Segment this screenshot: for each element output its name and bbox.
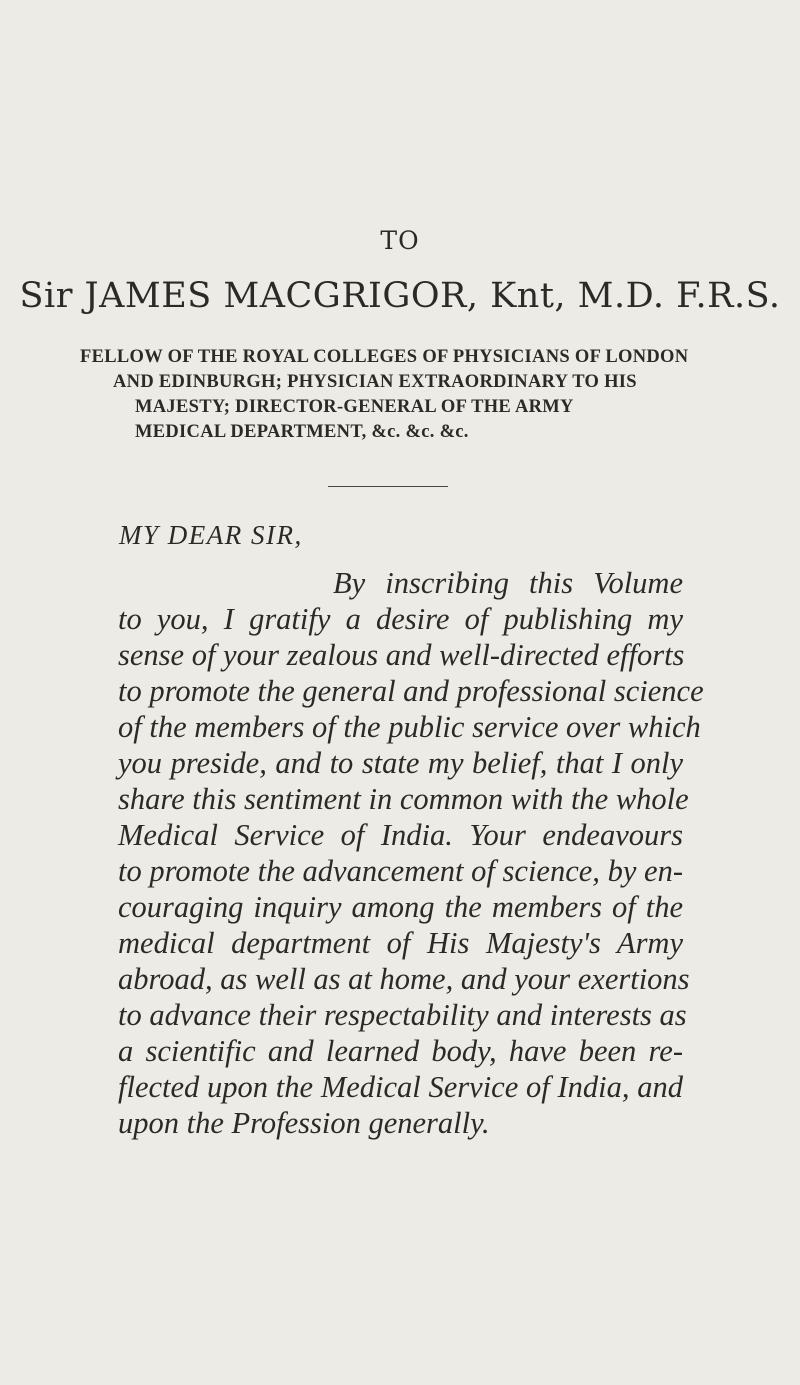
body-line: couraging inquiry among the members of the <box>118 890 683 924</box>
body-line: share this sentiment in common with the whole <box>118 782 689 816</box>
body-line: abroad, as well as at home, and your exertions <box>118 962 690 996</box>
body-line: flected upon the Medical Service of India, and <box>118 1070 683 1104</box>
dedicatee-titles <box>80 345 730 445</box>
body-line: to promote the advancement of science, by en- <box>118 854 683 888</box>
body-line: you preside, and to state my belief, that I only <box>118 746 683 780</box>
body-line: a scientific and learned body, have been re- <box>118 1034 683 1068</box>
body-line: to advance their respectability and interests as <box>118 998 687 1032</box>
body-line: medical department of His Majesty's Army <box>118 926 683 960</box>
body-line: By inscribing this Volume <box>333 566 683 600</box>
salutation: MY DEAR SIR, <box>119 520 303 550</box>
title-line: FELLOW OF THE ROYAL COLLEGES OF PHYSICIANS OF LONDON <box>80 347 689 367</box>
letter-body <box>118 565 704 1141</box>
body-line: upon the Profession generally. <box>118 1106 490 1140</box>
body-line: to promote the general and professional science <box>118 674 704 708</box>
title-line: MEDICAL DEPARTMENT, &c. &c. &c. <box>135 422 469 442</box>
body-line: Medical Service of India. Your endeavours <box>118 818 683 852</box>
body-line: sense of your zealous and well-directed efforts <box>118 638 685 672</box>
dedication-to: TO <box>380 226 420 255</box>
divider-rule <box>328 486 448 487</box>
title-line: AND EDINBURGH; PHYSICIAN EXTRAORDINARY TO HIS <box>113 372 637 392</box>
body-line: to you, I gratify a desire of publishing my <box>118 602 683 636</box>
title-line: MAJESTY; DIRECTOR-GENERAL OF THE ARMY <box>135 397 574 417</box>
dedicatee-name: Sir JAMES MACGRIGOR, Knt, M.D. F.R.S. <box>19 276 781 316</box>
body-line: of the members of the public service over which <box>118 710 701 744</box>
